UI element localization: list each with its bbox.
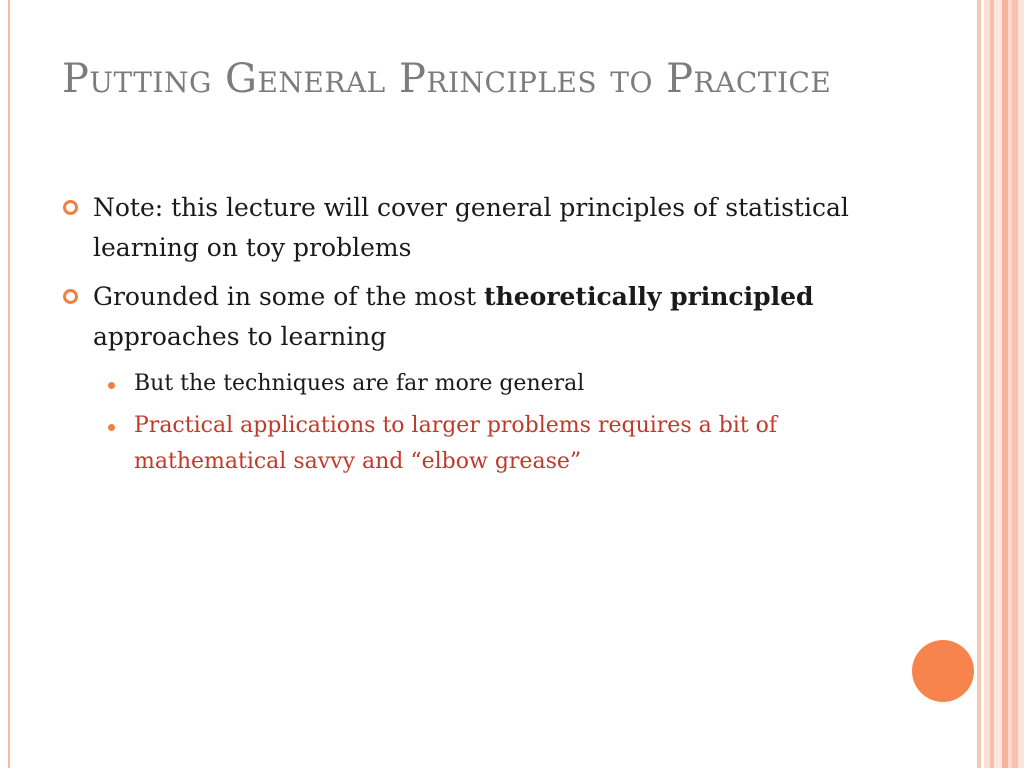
bullet-text-bold: theoretically principled — [484, 282, 814, 311]
sub-bullet-item — [62, 366, 872, 402]
sub-bullet-text: But the techniques are far more general — [134, 371, 585, 396]
bullet-text: Note: this lecture will cover general principles of statistical learning on toy problems — [93, 193, 849, 262]
sub-bullet-text: Practical applications to larger problems requires a bit of mathematical savvy and “elbow grease” — [134, 413, 778, 474]
slide-content — [62, 188, 872, 486]
decorative-stripe — [994, 0, 1002, 768]
bullet-text-tail: approaches to learning — [93, 322, 387, 351]
slide-title: Putting General Principles to Practice — [62, 56, 832, 102]
bullet-item — [62, 188, 872, 268]
decorative-stripe — [1018, 0, 1024, 768]
dot-bullet-icon — [108, 382, 115, 389]
sub-bullet-item-highlighted — [62, 408, 872, 480]
left-border-rule — [8, 0, 10, 768]
decorative-stripe — [977, 0, 981, 768]
decorative-circle — [912, 640, 974, 702]
ring-bullet-icon — [63, 289, 78, 304]
bullet-text-lead: Grounded in some of the most — [93, 282, 485, 311]
bullet-item — [62, 277, 872, 357]
ring-bullet-icon — [63, 200, 78, 215]
dot-bullet-icon — [108, 424, 115, 431]
sub-bullet-list — [62, 366, 872, 480]
